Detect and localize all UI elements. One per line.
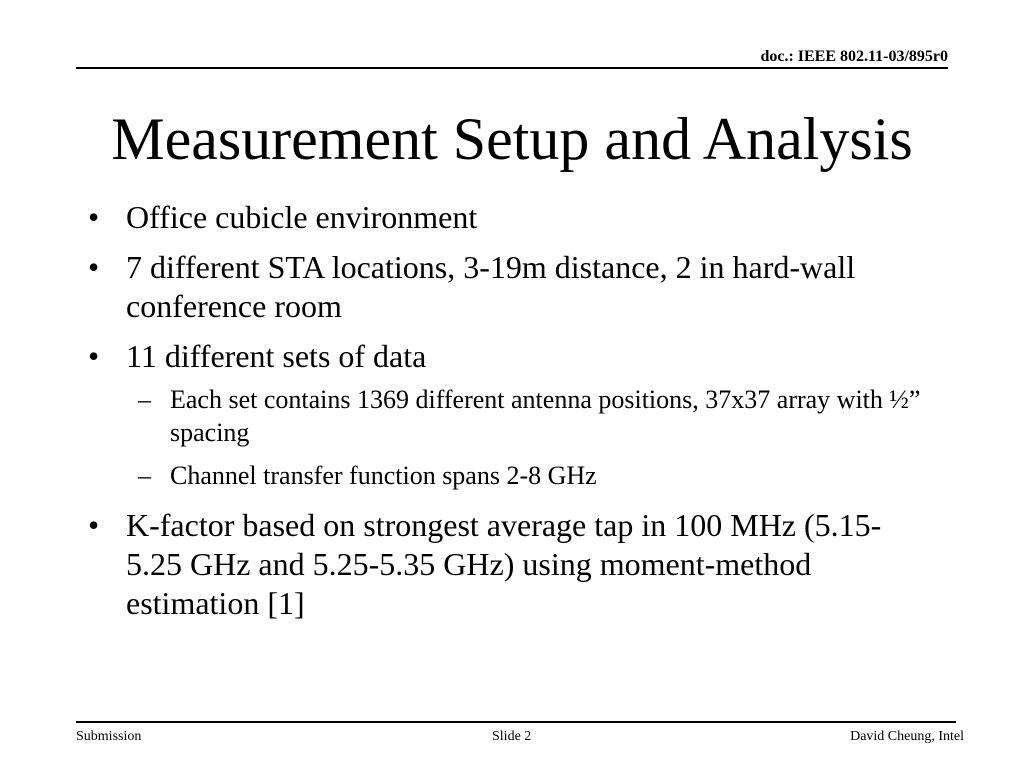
bullet-text: 11 different sets of data — [126, 338, 427, 374]
footer-slide-number: Slide 2 — [492, 729, 532, 744]
bullet-item — [86, 198, 936, 237]
bullet-item — [86, 248, 936, 326]
document-id: doc.: IEEE 802.11-03/895r0 — [760, 48, 948, 65]
dash-icon: – — [138, 385, 151, 414]
footer-author: David Cheung, Intel — [850, 729, 964, 744]
bullet-text: K-factor based on strongest average tap in 100 MHz (5.15-5.25 GHz and 5.25-5.35 GHz) using moment-method estimation [1] — [126, 507, 882, 621]
bullet-text: 7 different STA locations, 3-19m distance, 2 in hard-wall conference room — [126, 249, 856, 324]
header-divider — [76, 67, 948, 69]
bullet-icon: • — [88, 249, 100, 285]
bullet-icon: • — [88, 199, 100, 235]
footer-divider — [76, 721, 956, 723]
bullet-icon: • — [88, 338, 100, 374]
sub-bullet-text: Channel transfer function spans 2-8 GHz — [170, 461, 597, 490]
dash-icon: – — [138, 461, 151, 490]
bullet-item — [86, 506, 936, 623]
sub-bullet-item — [86, 459, 936, 492]
bullet-text: Office cubicle environment — [126, 199, 478, 235]
sub-bullet-item — [86, 383, 936, 449]
slide-title: Measurement Setup and Analysis — [111, 106, 913, 172]
bullet-icon: • — [88, 507, 100, 543]
sub-bullet-list — [86, 383, 936, 492]
footer-submission: Submission — [76, 729, 142, 744]
slide-body — [86, 198, 936, 634]
bullet-item — [86, 337, 936, 376]
sub-bullet-text: Each set contains 1369 different antenna positions, 37x37 array with ½” spacing — [170, 385, 921, 447]
